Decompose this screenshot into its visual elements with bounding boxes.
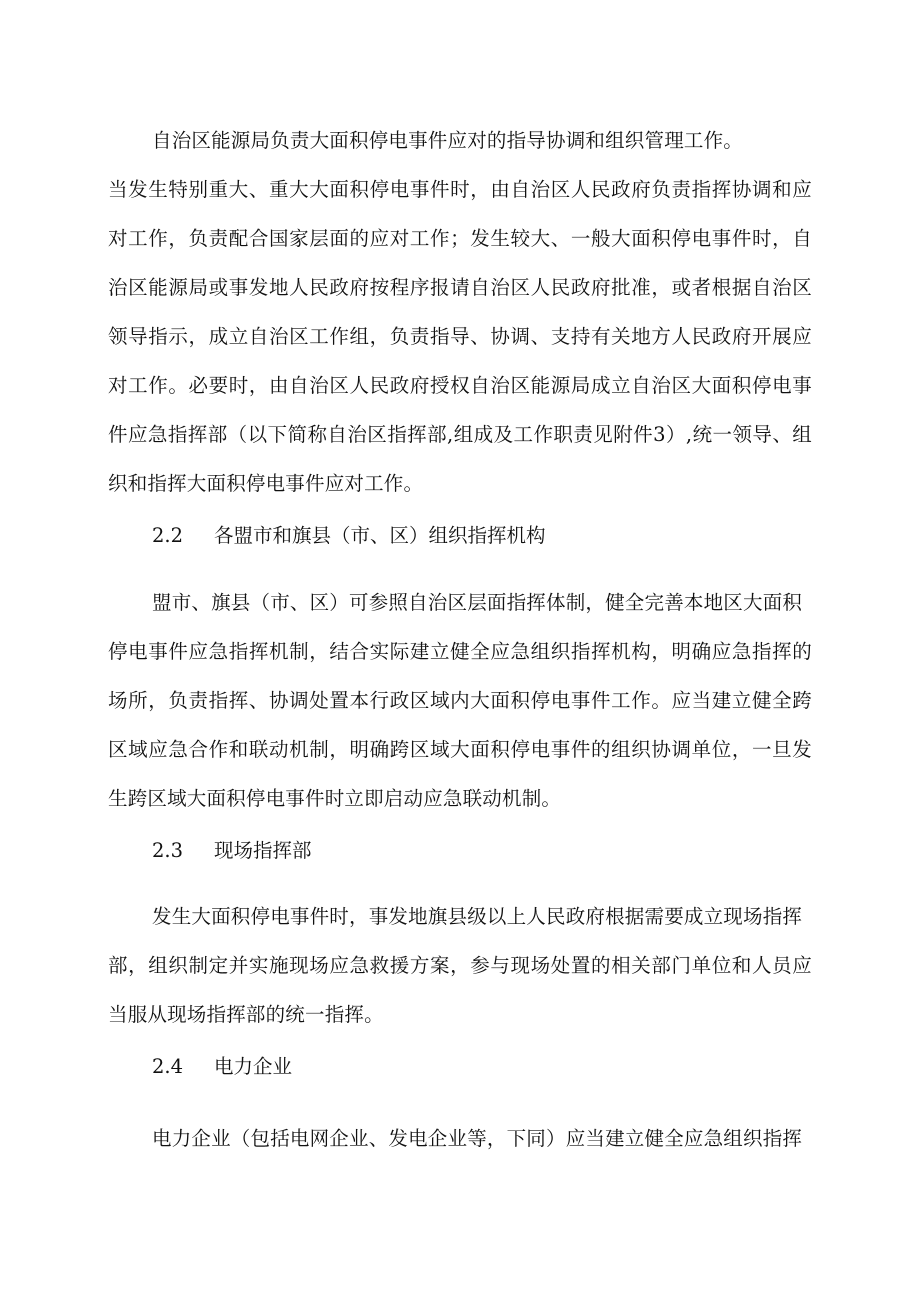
- section-number: 2.3: [152, 839, 184, 862]
- paragraph-line: 件应急指挥部（以下简称自治区指挥部,组成及工作职责见附件3）,统一领导、组: [108, 423, 812, 446]
- paragraph-line: 生跨区域大面积停电事件时立即启动应急联动机制。: [108, 787, 562, 810]
- paragraph-line: 织和指挥大面积停电事件应对工作。: [108, 472, 424, 495]
- paragraph-line: 场所，负责指挥、协调处置本行政区域内大面积停电事件工作。应当建立健全跨: [108, 689, 812, 712]
- section-number: 2.2: [152, 524, 184, 547]
- paragraph-line: 治区能源局或事发地人民政府按程序报请自治区人民政府批准，或者根据自治区: [108, 276, 812, 299]
- section-heading-2-4: [152, 1052, 292, 1082]
- paragraph-line: 对工作，负责配合国家层面的应对工作；发生较大、一般大面积停电事件时，自: [108, 227, 812, 250]
- section-title: 现场指挥部: [214, 839, 312, 862]
- paragraph-line: 停电事件应急指挥机制，结合实际建立健全应急组织指挥机构，明确应急指挥的: [108, 640, 812, 663]
- section-number: 2.4: [152, 1055, 184, 1078]
- section-heading-2-3: [152, 836, 312, 866]
- paragraph-line: 盟市、旗县（市、区）可参照自治区层面指挥体制，健全完善本地区大面积: [152, 591, 803, 614]
- paragraph-line: 对工作。必要时，由自治区人民政府授权自治区能源局成立自治区大面积停电事: [108, 374, 812, 397]
- paragraph-line: 当服从现场指挥部的统一指挥。: [108, 1003, 384, 1026]
- paragraph-line: 电力企业（包括电网企业、发电企业等，下同）应当建立健全应急组织指挥: [152, 1127, 803, 1150]
- section-title: 各盟市和旗县（市、区）组织指挥机构: [214, 524, 546, 547]
- paragraph-line: 当发生特别重大、重大大面积停电事件时，由自治区人民政府负责指挥协调和应: [108, 178, 812, 201]
- paragraph-line: 发生大面积停电事件时，事发地旗县级以上人民政府根据需要成立现场指挥: [152, 905, 803, 928]
- section-heading-2-2: [152, 521, 546, 551]
- paragraph-line: 区域应急合作和联动机制，明确跨区域大面积停电事件的组织协调单位，一旦发: [108, 738, 812, 761]
- paragraph-line: 领导指示，成立自治区工作组，负责指导、协调、支持有关地方人民政府开展应: [108, 325, 812, 348]
- section-title: 电力企业: [214, 1055, 293, 1078]
- paragraph-line: 自治区能源局负责大面积停电事件应对的指导协调和组织管理工作。: [152, 129, 744, 152]
- paragraph-line: 部，组织制定并实施现场应急救援方案，参与现场处置的相关部门单位和人员应: [108, 954, 812, 977]
